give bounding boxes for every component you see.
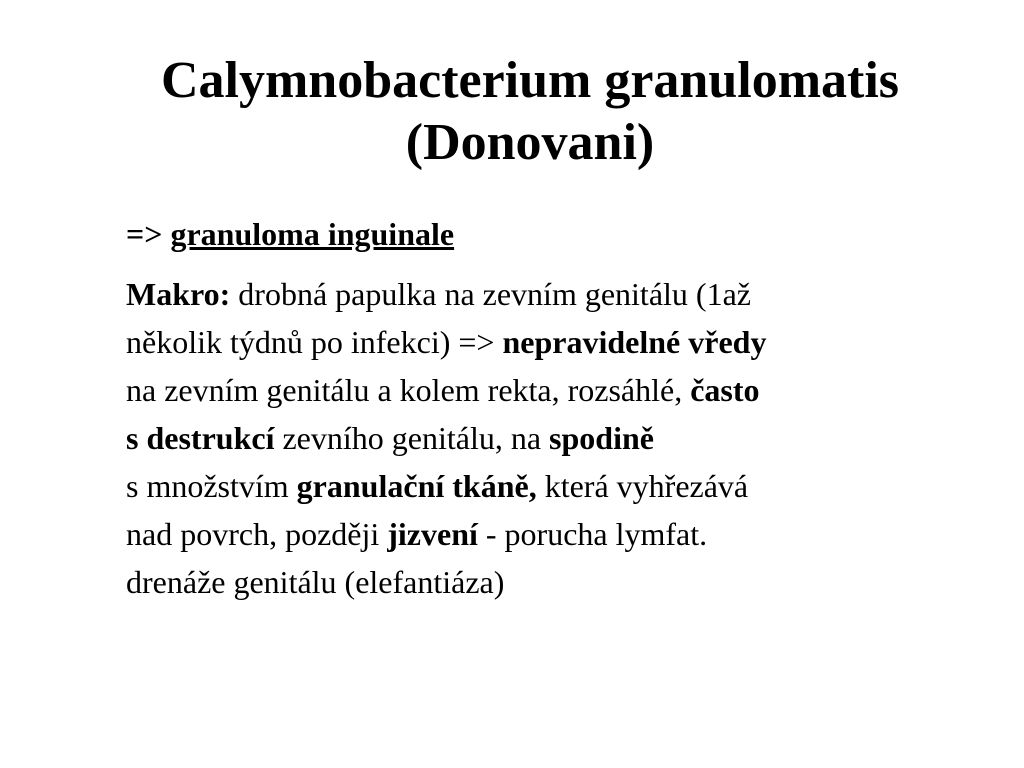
line-4-bold: s destrukcí	[126, 420, 275, 456]
slide-title	[100, 50, 960, 174]
line-5-text: s množstvím	[126, 468, 297, 504]
line-3-bold: často	[690, 372, 760, 408]
title-line-1: Calymnobacterium granulomatis	[160, 52, 900, 109]
line-6-text: nad povrch, později	[126, 516, 388, 552]
subtitle	[126, 210, 946, 258]
line-3-text: na zevním genitálu a kolem rekta, rozsáhlé,	[126, 372, 691, 408]
makro-label: Makro:	[126, 276, 231, 312]
line-5-text-2: která vyhřezává	[536, 468, 749, 504]
line-4-text: zevního genitálu, na	[274, 420, 550, 456]
paragraph-line-3	[126, 366, 946, 414]
paragraph-line-2	[126, 318, 946, 366]
subtitle-term: granuloma inguinale	[170, 216, 455, 252]
paragraph-line-6	[126, 510, 946, 558]
line-1-text: drobná papulka na zevním genitálu (1až	[230, 276, 751, 312]
description-paragraph	[126, 270, 946, 606]
line-6-text-2: - porucha lymfat.	[477, 516, 708, 552]
paragraph-line-1	[126, 270, 946, 318]
paragraph-line-5	[126, 462, 946, 510]
line-7-text: drenáže genitálu (elefantiáza)	[126, 564, 505, 600]
subtitle-arrow: =>	[126, 216, 163, 252]
line-5-bold: granulační tkáně,	[296, 468, 537, 504]
line-6-bold: jizvení	[387, 516, 478, 552]
line-2-text: několik týdnů po infekci) =>	[126, 324, 503, 360]
title-line-2: (Donovani)	[405, 114, 655, 171]
slide-body	[126, 210, 946, 606]
paragraph-line-7	[126, 558, 946, 606]
line-2-bold: nepravidelné vředy	[502, 324, 767, 360]
line-4-bold-2: spodině	[549, 420, 654, 456]
paragraph-line-4	[126, 414, 946, 462]
